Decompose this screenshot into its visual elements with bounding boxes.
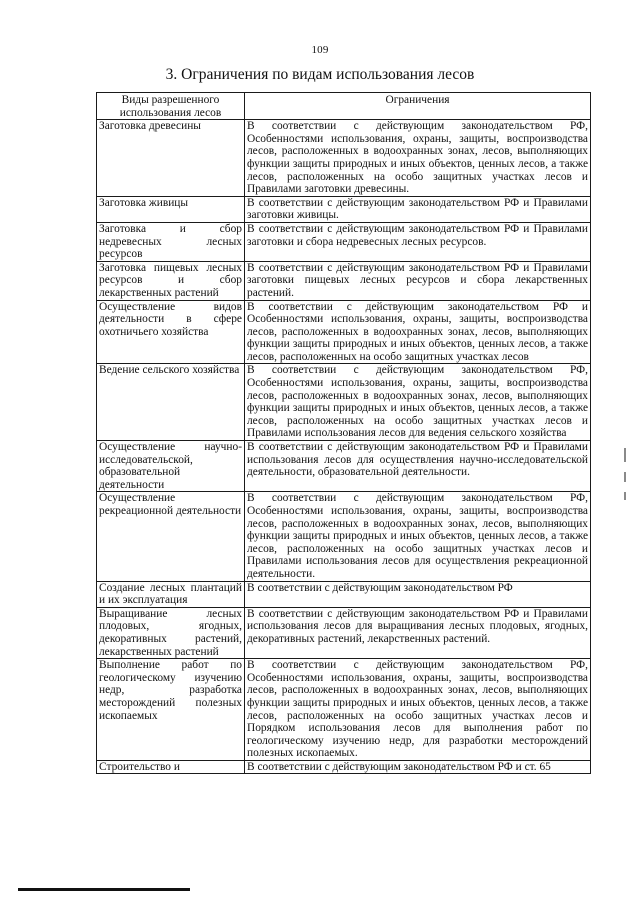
use-type-cell: Создание лесных плантаций и их эксплуатация xyxy=(97,581,245,607)
section-title: 3. Ограничения по видам использования лесов xyxy=(165,66,475,83)
table-row xyxy=(97,196,591,222)
table-header-row xyxy=(97,93,591,120)
table-row xyxy=(97,607,591,658)
table-row xyxy=(97,364,591,441)
restriction-cell: В соответствии с действующим законодательством РФ, Особенностями использования, охраны, защиты, воспроизводства лесов, расположенных в водоохранных зонах, лесов, выполняющих функции защиты природных и иных объектов, ценных лесов, а также лесов, расположенных на особо защитных участках лесов и Правилами использования лесов для осуществления рекреационной деятельности. xyxy=(245,492,591,581)
use-type-cell: Заготовка древесины xyxy=(97,120,245,197)
table-row xyxy=(97,441,591,492)
use-type-cell: Выполнение работ по геологическому изучению недр, разработка месторождений полезных ископаемых xyxy=(97,659,245,761)
use-type-cell: Строительство и xyxy=(97,760,245,774)
use-type-cell: Заготовка живицы xyxy=(97,196,245,222)
table-row xyxy=(97,300,591,364)
use-type-cell: Заготовка пищевых лесных ресурсов и сбор лекарственных растений xyxy=(97,261,245,300)
use-type-cell: Ведение сельского хозяйства xyxy=(97,364,245,441)
table-row xyxy=(97,222,591,261)
restriction-cell: В соответствии с действующим законодательством РФ и Правилами заготовки живицы. xyxy=(245,196,591,222)
restriction-cell: В соответствии с действующим законодательством РФ, Особенностями использования, охраны, защиты, воспроизводства лесов, расположенных в водоохранных зонах, лесов, выполняющих функции защиты природных и иных объектов, ценных лесов, а также лесов, расположенных на особо защитных участках лесов и Правилами заготовки древесины. xyxy=(245,120,591,197)
use-type-cell: Заготовка и сбор недревесных лесных ресурсов xyxy=(97,222,245,261)
restriction-cell: В соответствии с действующим законодательством РФ, Особенностями использования, охраны, защиты, воспроизводства лесов, расположенных в водоохранных зонах, лесов, выполняющих функции защиты природных и иных объектов, ценных лесов, а также лесов, расположенных на особо защитных участках лесов и Правилами использования лесов для ведения сельского хозяйства xyxy=(245,364,591,441)
table-row xyxy=(97,492,591,581)
restriction-cell: В соответствии с действующим законодательством РФ xyxy=(245,581,591,607)
scan-margin-mark xyxy=(624,448,626,462)
restriction-cell: В соответствии с действующим законодательством РФ и Особенностями использования, охраны, защиты, воспроизводства лесов, расположенных в водоохранных зонах, лесов, выполняющих функции защиты природных и иных объектов, ценных лесов, а также лесов, расположенных на особо защитных участках лесов xyxy=(245,300,591,364)
restriction-cell: В соответствии с действующим законодательством РФ, Особенностями использования, охраны, защиты, воспроизводства лесов, расположенных в водоохранных зонах, лесов, выполняющих функции защиты природных и иных объектов, ценных лесов, а также лесов, расположенных на особо защитных участках лесов и Порядком использования лесов для выполнения работ по геологическому изучению недр, для разработки месторождений полезных ископаемых. xyxy=(245,659,591,761)
scan-margin-mark xyxy=(624,472,626,482)
use-type-cell: Осуществление видов деятельности в сфере охотничьего хозяйства xyxy=(97,300,245,364)
restriction-cell: В соответствии с действующим законодательством РФ и Правилами заготовки пищевых лесных ресурсов и сбора лекарственных растений. xyxy=(245,261,591,300)
table-row xyxy=(97,261,591,300)
table-row xyxy=(97,760,591,774)
use-type-cell: Осуществление рекреационной деятельности xyxy=(97,492,245,581)
page-number: 109 xyxy=(311,44,329,56)
restriction-cell: В соответствии с действующим законодательством РФ и ст. 65 xyxy=(245,760,591,774)
table-row xyxy=(97,659,591,761)
table-row xyxy=(97,120,591,197)
footnote-rule xyxy=(18,888,190,891)
table-row xyxy=(97,581,591,607)
header-restrictions: Ограничения xyxy=(245,93,591,120)
scan-margin-mark xyxy=(624,492,626,500)
header-use-type: Виды разрешенного использования лесов xyxy=(97,93,245,120)
use-type-cell: Осуществление научно-исследовательской, образовательной деятельности xyxy=(97,441,245,492)
use-type-cell: Выращивание лесных плодовых, ягодных, декоративных растений, лекарственных растений xyxy=(97,607,245,658)
restrictions-table xyxy=(96,92,591,774)
restriction-cell: В соответствии с действующим законодательством РФ и Правилами использования лесов для выращивания лесных плодовых, ягодных, декоративных растений, лекарственных растений. xyxy=(245,607,591,658)
restriction-cell: В соответствии с действующим законодательством РФ и Правилами использования лесов для осуществления научно-исследовательской деятельности, образовательной деятельности. xyxy=(245,441,591,492)
restriction-cell: В соответствии с действующим законодательством РФ и Правилами заготовки и сбора недревесных лесных ресурсов. xyxy=(245,222,591,261)
